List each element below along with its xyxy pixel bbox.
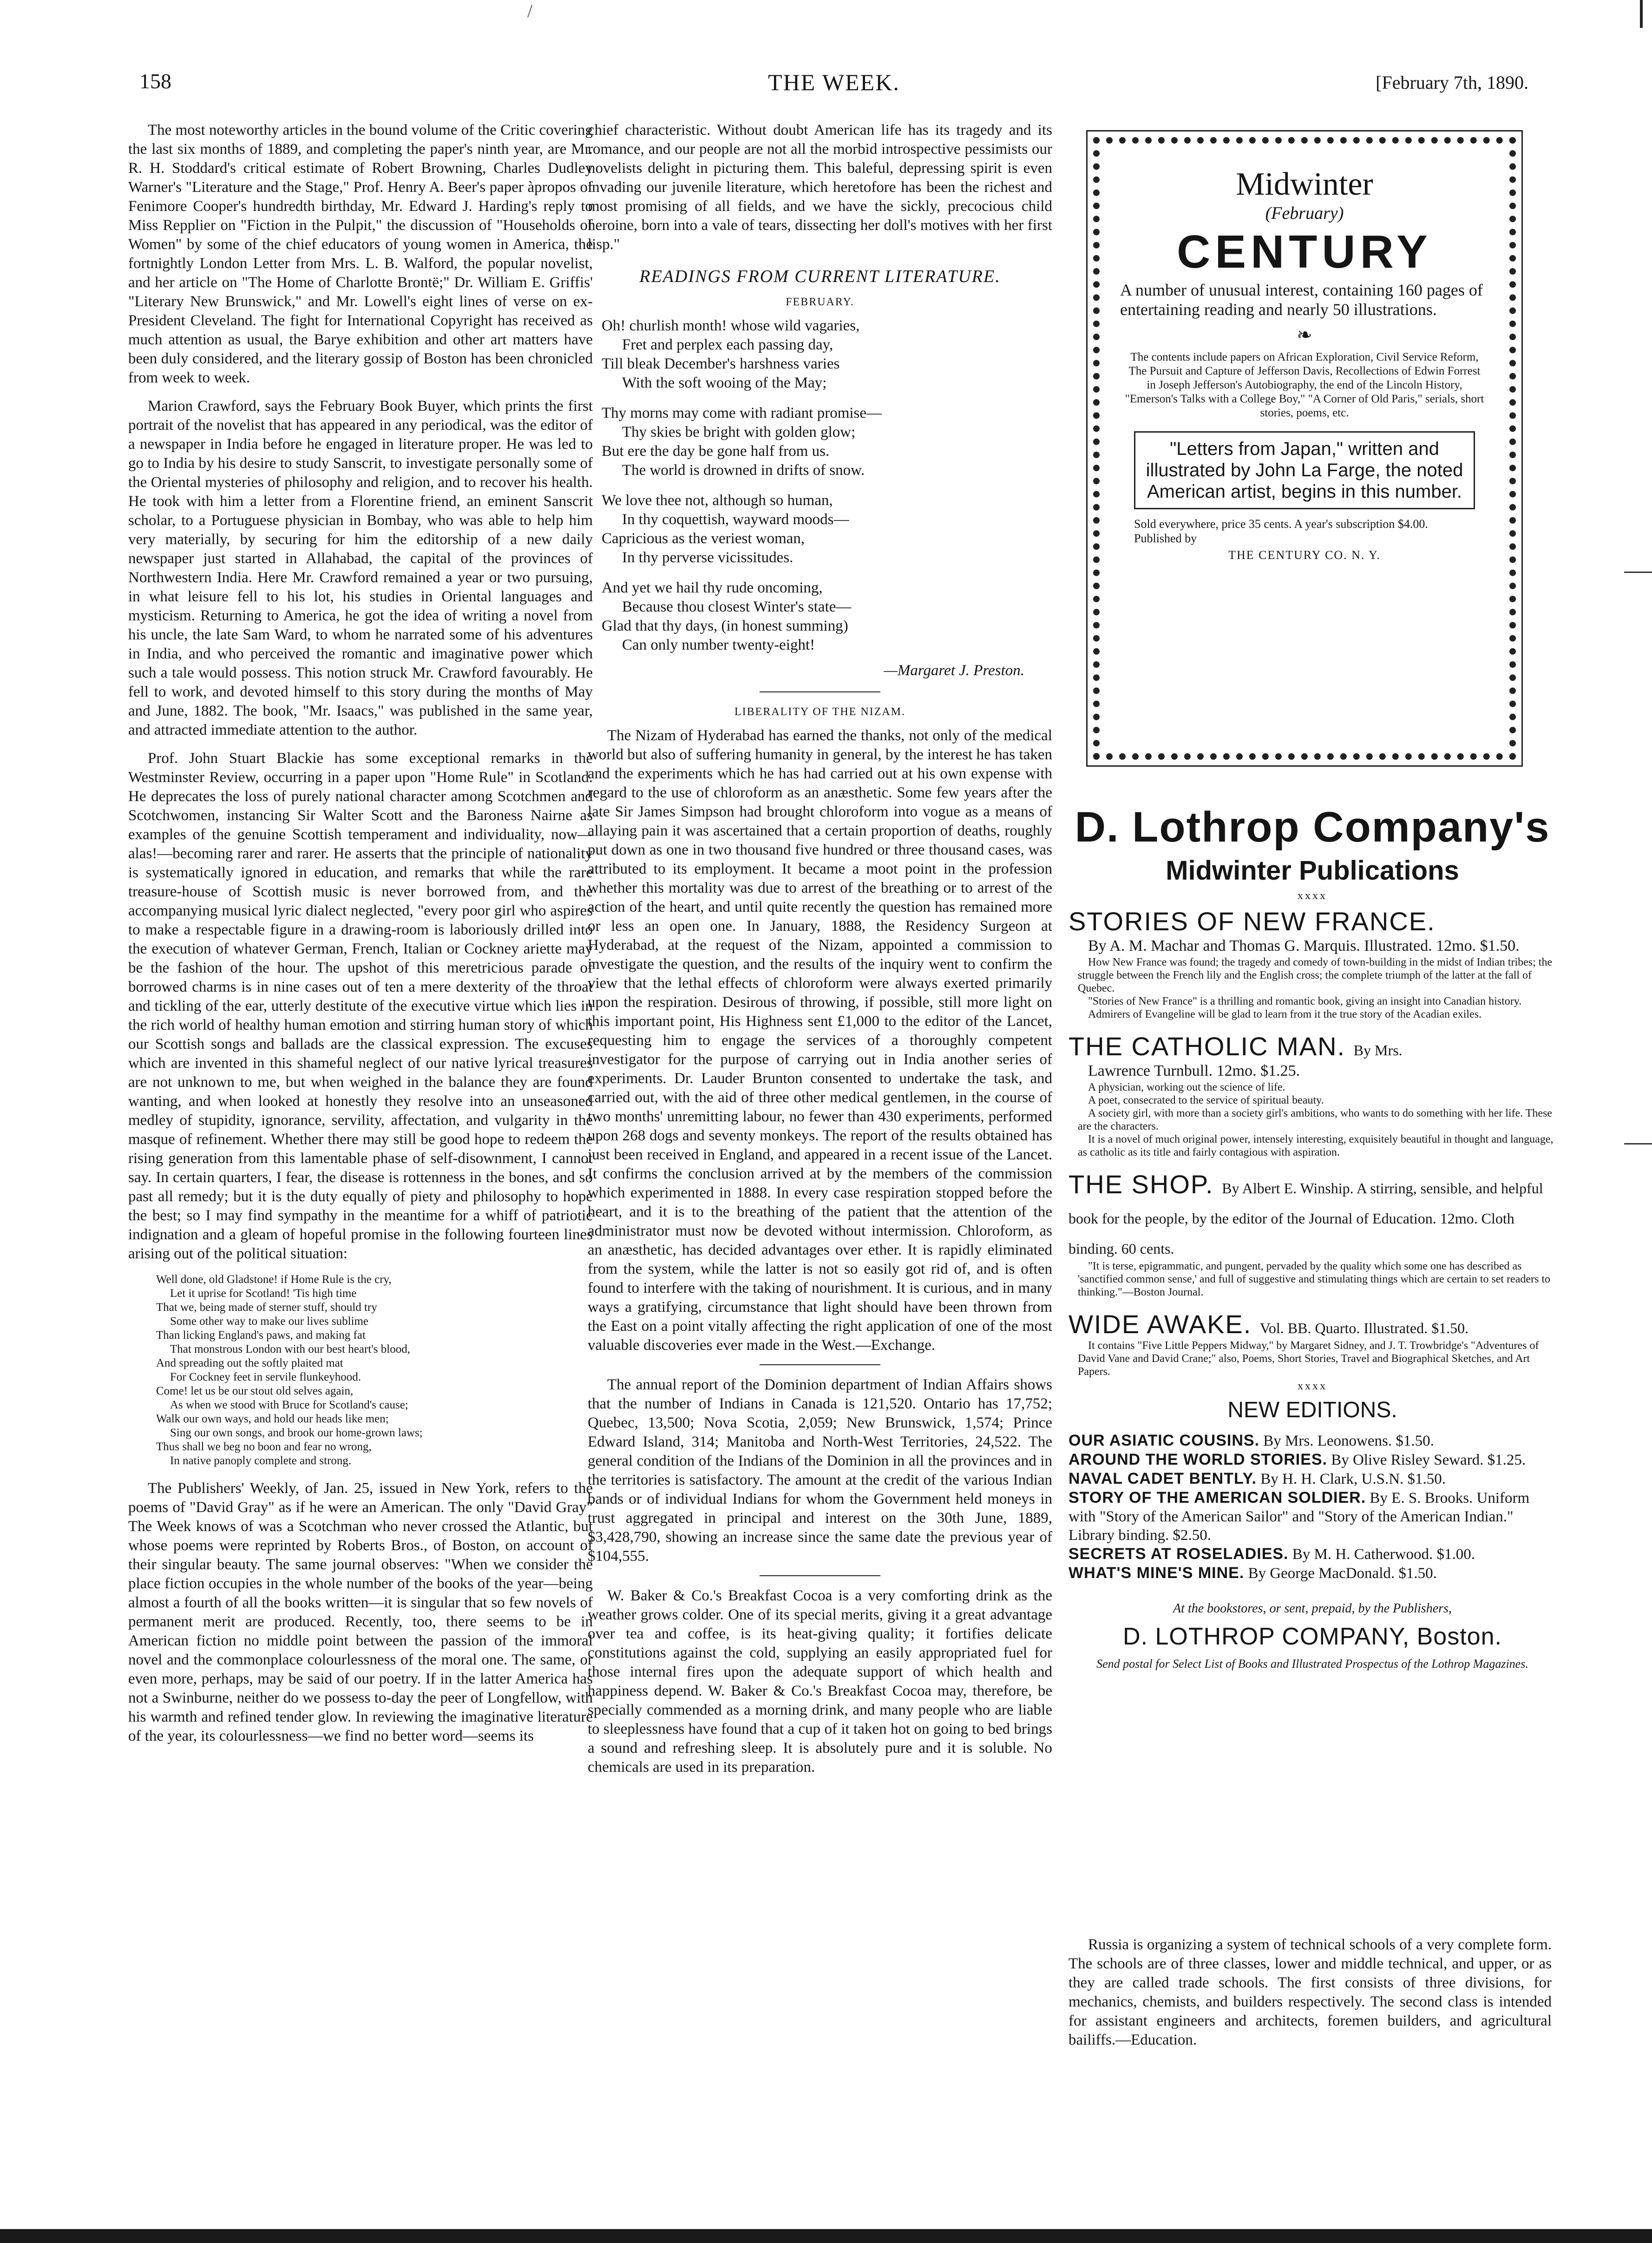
book-title-line xyxy=(1069,1169,1556,1260)
edition-detail: By Mrs. Leonowens. $1.50. xyxy=(1263,1433,1434,1449)
century-midwinter: Midwinter xyxy=(1236,166,1373,202)
book-notes xyxy=(1069,1260,1556,1299)
advertisement-cocoa: W. Baker & Co.'s Breakfast Cocoa is a very comforting drink as the weather grows colder. One of its special merits, giving it a great advantage over tea and coffee, is its heat-giving quality; it fortifies delicate constitutions against the cold, supplying an easily appropriated fuel for those internal fires upon the adequate support of which health and happiness depend. W. Baker & Co.'s Breakfast Cocoa may, therefore, be specially commended as a morning drink, and many people who are liable to sleeplessness have found that a cup of it taken hot on going to bed brings a sound and refreshing sleep. It is absolutely pure and it is soluble. No chemicals are used in its preparation. xyxy=(588,1587,1052,1776)
poem-line: Oh! churlish month! whose wild vagaries, xyxy=(602,317,860,334)
poem-line: And yet we hail thy rude oncoming, xyxy=(602,579,823,596)
edition-title: STORY OF THE AMERICAN SOLDIER. xyxy=(1069,1489,1366,1506)
poem-line: But ere the day be gone half from us. xyxy=(602,443,830,460)
book-notes xyxy=(1069,1339,1556,1378)
poem-line: With the soft wooing of the May; xyxy=(622,375,827,391)
issue-date: [February 7th, 1890. xyxy=(1376,72,1528,93)
poem-line: That monstrous London with our best heart's blood, xyxy=(170,1343,410,1355)
poem-line: In thy perverse vicissitudes. xyxy=(622,549,793,566)
divider xyxy=(760,1364,880,1365)
poem-line: Thy morns may come with radiant promise— xyxy=(602,405,882,421)
century-advertisement xyxy=(1086,130,1523,767)
footer-prospectus: Send postal for Select List of Books and Illustrated Prospectus of the Lothrop Magazines. xyxy=(1096,1657,1528,1671)
page-edge-mark xyxy=(1624,0,1643,28)
book-title: THE CATHOLIC MAN. xyxy=(1069,1032,1346,1061)
ornament-marks: xxxx xyxy=(1298,1380,1327,1392)
divider xyxy=(760,1575,880,1576)
poem-line: Because thou closest Winter's state— xyxy=(622,599,852,615)
century-contents: The contents include papers on African Exploration, Civil Service Reform, The Pursuit and Capture of Jefferson Davis, Recollections of Edwin Forrest in Joseph Jefferson's Autobiography, the end of the Lincoln History, "Emerson's Talks with a College Boy," "A Corner of Old Paris," serials, short stories, poems, etc. xyxy=(1125,351,1484,419)
column-left xyxy=(128,121,593,1755)
book-title-line xyxy=(1069,1309,1556,1339)
poem-stanza xyxy=(602,579,1052,655)
publication-title: THE WEEK. xyxy=(768,69,900,95)
poem-stanza xyxy=(602,316,1052,393)
article-russia: Russia is organizing a system of technical schools of a very complete form. The schools are of three classes, lower and middle technical, and upper, or as they are called trade schools. The first consists of three divisions, for mechanics, chemists, and builders respectively. The second class is intended for assistant engineers and architects, foremen builders, and agricultural bailiffs.—Education. xyxy=(1069,1936,1552,2048)
book-title: STORIES OF NEW FRANCE. xyxy=(1069,907,1436,936)
poem-february xyxy=(602,316,1052,655)
poem-line: Walk our own ways, and hold our heads like men; xyxy=(156,1413,389,1425)
poem-stanza xyxy=(602,404,1052,480)
lothrop-subtitle: Midwinter Publications xyxy=(1166,855,1459,886)
lothrop-footer xyxy=(1069,1601,1556,1671)
poem-line: The world is drowned in drifts of snow. xyxy=(622,462,865,479)
page-edge-mark xyxy=(1624,572,1652,573)
poem-line: Can only number twenty-eight! xyxy=(622,637,815,653)
poem-line: Thy skies be bright with golden glow; xyxy=(622,424,856,441)
edition-detail: By M. H. Catherwood. $1.00. xyxy=(1292,1546,1475,1563)
edition-title: SECRETS AT ROSELADIES. xyxy=(1069,1545,1289,1563)
poem-line: In thy coquettish, wayward moods— xyxy=(622,511,849,528)
poem-line: In native panoply complete and strong. xyxy=(170,1454,352,1467)
footer-publisher: D. LOTHROP COMPANY, Boston. xyxy=(1123,1623,1502,1650)
book-byline: By A. M. Machar and Thomas G. Marquis. Illustrated. 12mo. $1.50. xyxy=(1088,937,1520,954)
new-editions-heading: NEW EDITIONS. xyxy=(1227,1398,1397,1422)
book-note: Admirers of Evangeline will be glad to learn from it the true story of the Acadian exiles. xyxy=(1088,1008,1482,1020)
article-blackie: Prof. John Stuart Blackie has some exceptional remarks in the Westminster Review, occurring in a paper upon "Home Rule" in Scotland. He deprecates the loss of purely national character among Scotchmen and Scotchwomen, instancing Sir Walter Scott and the Baroness Nairne as examples of the genuine Scottish temperament and individuality, now—alas!—becoming rarer and rarer. He asserts that the principle of nationality is systematically ignored in education, and remarks that while the rare treasure-house of Scottish music is never borrowed from, and the accompanying musical lyric dialect neglected, "every poor girl who aspires to make a respectable figure in a drawing-room is laboriously drilled into the execution of whatever German, French, Italian or Cockney ariette may be the fashion of the hour. The upshot of this meretricious parade of borrowed charms is in nine cases out of ten a mere dexterity of the throat and tickling of the ear, utterly destitute of the executive virtue which lies in the rich world of healthy human emotion and stirring human story of which our Scottish songs and ballads are the classical expression. The excuses which are invented in this shameful neglect of our native lyrical treasures are not unknown to me, but when weighed in the balance they are found wanting, and when looked at honestly they resolve into an unseasoned medley of stupidity, ignorance, servility, affectation, and vulgarity in the masque of refinement. Whether there may still be good hope to redeem the rising generation from this lamentable phase of self-disownment, I cannot say. In certain quarters, I fear, the disease is rottenness in the bones, and so past all remedy; but it is the duty equally of piety and philosophy to hope the best; so I may find sympathy in the meantime for a whiff of patriotic indignation and a gleam of hopeful promise in the following fourteen lines arising out of the political situation: xyxy=(128,750,593,1262)
edition-item xyxy=(1069,1564,1556,1583)
poem-line: We love thee not, although so human, xyxy=(602,492,833,509)
article-indians: The annual report of the Dominion department of Indian Affairs shows that the number of Indians in Canada is 121,520. Ontario has 17,752; Quebec, 13,500; Nova Scotia, 2,059; New Brunswick, 1,574; Prince Edward Island, 314; Manitoba and North-West Territories, 24,522. The general condition of the Indians of the Dominion in all the provinces and in the territories is satisfactory. The amount at the credit of the various Indian bands or of individual Indians for whom the Government held moneys in trust aggregated in principal and interest on the 30th June, 1889, $3,428,790, showing an increase since the same date the previous year of $104,555. xyxy=(588,1376,1052,1565)
article-critic: The most noteworthy articles in the bound volume of the Critic covering the last six months of 1889, and completing the paper's ninth year, are Mr. R. H. Stoddard's critical estimate of Robert Browning, Charles Dudley Warner's "Literature and the Stage," Prof. Henry A. Beer's paper àpropos of Fenimore Cooper's hundredth birthday, Mr. Edward J. Harding's reply to Miss Repplier on "Fiction in the Pulpit," the discussion of "Households of Women" by some of the chief educators of young women in America, the fortnightly London Letter from Mrs. L. B. Walford, the popular novelist, and her article on "The Home of Charlotte Brontë;" Dr. William E. Griffis' "Literary New Brunswick," and Mr. Lowell's eight lines of verse on ex-President Cleveland. The fight for International Copyright has received as much attention as usual, the Barye exhibition and other art matters have been duly considered, and the literary gossip of Boston has been chronicled from week to week. xyxy=(128,122,593,386)
century-publisher: THE CENTURY CO. N. Y. xyxy=(1228,548,1381,562)
poem-line: Capricious as the veriest woman, xyxy=(602,530,805,547)
book-title-line xyxy=(1069,1031,1556,1061)
poem-line: Let it uprise for Scotland! 'Tis high time xyxy=(170,1287,357,1300)
edition-detail: By H. H. Clark, U.S.N. $1.50. xyxy=(1260,1471,1446,1487)
edition-item xyxy=(1069,1469,1556,1488)
footer-note: At the bookstores, or sent, prepaid, by the Publishers, xyxy=(1173,1601,1452,1616)
book-byline: Vol. BB. Quarto. Illustrated. $1.50. xyxy=(1259,1320,1469,1336)
edition-item xyxy=(1069,1431,1556,1450)
lothrop-title: D. Lothrop Company's xyxy=(1075,803,1550,851)
book-byline: Lawrence Turnbull. 12mo. $1.25. xyxy=(1088,1062,1300,1079)
poem-line: Thus shall we beg no boon and fear no wrong, xyxy=(156,1441,372,1453)
century-month: (February) xyxy=(1265,204,1344,223)
poem-line: As when we stood with Bruce for Scotland's cause; xyxy=(170,1399,408,1411)
poem-line: Till bleak December's harshness varies xyxy=(602,355,840,372)
book-note: A physician, working out the science of life. xyxy=(1088,1081,1285,1093)
poem-title: FEBRUARY. xyxy=(786,296,854,308)
book-byline: By Mrs. xyxy=(1353,1042,1403,1059)
poem-line: For Cockney feet in servile flunkeyhood. xyxy=(170,1371,361,1383)
article-publishers-weekly: The Publishers' Weekly, of Jan. 25, issued in New York, refers to the poems of "David Gray" as if he were an American. The only "David Gray" The Week knows of was a Scotchman who never crossed the Atlantic, but whose poems were reprinted by Roberts Bros., of Boston, on account of their singular beauty. The same journal observes: "When we consider the place fiction occupies in the whole number of the books of the year—being almost a fourth of all the books written—it is singular that so few novels of permanent merit are produced. Recently, too, there seems to be in American fiction no middle point between the passion of the immoral novel and the commonplace colourlessness of the moral one. The same, or even more, perhaps, may be said of our poetry. If in the latter America has not a Swinburne, neither do we possess to-day the peer of Longfellow, with his warmth and refined tender glow. In reviewing the imaginative literature of the year, its colourlessness—we find no better word—seems its xyxy=(128,1480,593,1744)
sonnet xyxy=(156,1273,593,1468)
article-nizam: The Nizam of Hyderabad has earned the thanks, not only of the medical world but also of suffering humanity in general, by the interest he has taken and the experiments which he has had carried out at his own expense with regard to the use of chloroform as an anæsthetic. Some few years after the late Sir James Simpson had brought chloroform into vogue as a means of allaying pain it was ascertained that a certain proportion of deaths, roughly put down as one in two thousand five hundred or three thousand cases, was attributed to its employment. It became a moot point in the profession whether this mortality was due to arrest of the breathing or to arrest of the action of the heart, and until quite recently the question has remained more or less an open one. In January, 1888, the Residency Surgeon at Hyderabad, at the request of the Nizam, appointed a commission to investigate the question, and the results of the inquiry went to confirm the view that the lethal effects of chloroform were always exerted primarily upon the respiration. Desirous of throwing, if possible, still more light on this important point, His Highness sent £1,000 to the editor of the Lancet, requesting him to engage the services of a thoroughly competent investigator for the purpose of carrying out in India another series of experiments. Dr. Lauder Brunton consented to undertake the task, and carried out, with the aid of three other medical gentlemen, in the course of two months' unremitting labour, no fewer than 430 experiments, performed upon 268 dogs and seventy monkeys. The report of the results obtained has just been received in England, and appeared in a recent issue of the Lancet. It confirms the conclusion arrived at by the members of the commission which experimented in 1888. In every case respiration stopped before the heart, and it is to the breathing of the patient that the attention of the administrator must now be devoted without intermission. Chloroform, as an anæsthetic, has decided advantages over ether. It is rapidly eliminated from the system, while the latter is not so easily got rid of, and is often found to interfere with the taking of nourishment. It is curious, and in many ways a gratifying, circumstance that light should have been thrown from the East on a point vitally affecting the right application of one of the most valuable discoveries ever made in the West.—Exchange. xyxy=(588,727,1052,1354)
book-note: A society girl, with more than a society girl's ambitions, who wants to do something with her life. These are the characters. xyxy=(1078,1107,1553,1132)
page-number: 158 xyxy=(139,69,171,93)
page-bottom-edge xyxy=(0,2229,1652,2243)
book-note: A poet, consecrated to the service of spiritual beauty. xyxy=(1088,1094,1324,1106)
divider xyxy=(760,691,880,692)
poem-line: Than licking England's paws, and making fat xyxy=(156,1329,366,1342)
edition-title: OUR ASIATIC COUSINS. xyxy=(1069,1432,1260,1449)
book-note: "Stories of New France" is a thrilling and romantic book, giving an insight into Canadian history. xyxy=(1088,995,1522,1007)
century-ornamental-border xyxy=(1093,137,1516,760)
poem-line: Some other way to make our lives sublime xyxy=(170,1315,369,1328)
edition-title: NAVAL CADET BENTLY. xyxy=(1069,1470,1257,1487)
article-continued: chief characteristic. Without doubt American life has its tragedy and its romance, and our people are not all the morbid introspective pessimists our novelists delight in picturing them. This baleful, depressing spirit is even invading our juvenile literature, which heretofore has been the richest and most promising of all fields, and we have the sickly, precocious child heroine, born into a vale of tears, dissecting her doll's motives with her first lisp." xyxy=(588,122,1052,253)
edition-item xyxy=(1069,1450,1556,1469)
poem-line: And spreading out the softly plaited mat xyxy=(156,1357,343,1369)
edition-title: AROUND THE WORLD STORIES. xyxy=(1069,1451,1328,1468)
century-feature-box: "Letters from Japan," written and illustrated by John La Farge, the noted American artist, begins in this number. xyxy=(1134,431,1475,509)
poem-attribution: —Margaret J. Preston. xyxy=(884,662,1024,679)
margin-mark: / xyxy=(527,0,533,21)
book-note: "It is terse, epigrammatic, and pungent, pervaded by the quality which some one has described as 'sanctified common sense,' and full of suggestive and stimulating things which are certain to set readers to thinking."—Boston Journal. xyxy=(1078,1260,1551,1298)
ornament-marks: xxxx xyxy=(1298,890,1327,902)
poem-line: Fret and perplex each passing day, xyxy=(622,336,833,353)
book-title: THE SHOP. xyxy=(1069,1170,1214,1199)
book-notes xyxy=(1069,956,1556,1021)
book-listing xyxy=(1069,1031,1556,1159)
poem-line: Sing our own songs, and brook our home-grown laws; xyxy=(170,1427,423,1439)
poem-line: Come! let us be our stout old selves again, xyxy=(156,1385,354,1397)
century-description: A number of unusual interest, containing 160 pages of entertaining reading and nearly 50 illustrations. xyxy=(1120,281,1483,319)
poem-line: That we, being made of sterner stuff, should try xyxy=(156,1301,377,1314)
edition-item xyxy=(1069,1545,1556,1564)
section-heading: READINGS FROM CURRENT LITERATURE. xyxy=(639,267,1001,286)
book-note: It is a novel of much original power, intensely interesting, exquisitely beautiful in thought and language, as catholic as its title and fairly contagious with aspiration. xyxy=(1078,1133,1554,1158)
edition-item xyxy=(1069,1488,1556,1545)
poem-line: Glad that thy days, (in honest summing) xyxy=(602,618,848,634)
edition-detail: By E. S. Brooks. Uniform with "Story of the American Sailor" and "Story of the American Indian." Library binding. $2.50. xyxy=(1069,1490,1530,1544)
poem-stanza xyxy=(602,491,1052,567)
column-middle xyxy=(588,121,1052,1786)
book-title: WIDE AWAKE. xyxy=(1069,1309,1252,1339)
article-crawford: Marion Crawford, says the February Book Buyer, which prints the first portrait of the novelist that has appeared in any periodical, was the editor of a newspaper in India before he engaged in literature proper. He was led to go to India by his desire to study Sanscrit, to investigate personally some of the Oriental mysteries of philosophy and religion, and to recover his health. He took with him a letter from a Florentine friend, an eminent Sanscrit scholar, to a Portuguese physician in Bombay, who was able to help him very materially, by securing for him the editorship of a new daily newspaper just started in Allahabad, the capital of the provinces of Northwestern India. Here Mr. Crawford remained a year or two pursuing, in what leisure fell to his lot, his studies in Oriental languages and mysticism. Returning to America, he got the idea of writing a novel from his uncle, the late Sam Ward, to whom he narrated some of his adventures in India, and who perceived the romantic and imaginative power which such a tale would possess. This notion struck Mr. Crawford favourably. He fell to work, and devoted himself to this story during the months of May and June, 1882. The book, "Mr. Isaacs," was published in the same year, and attracted immediate attention to the author. xyxy=(128,398,593,738)
book-listing xyxy=(1069,906,1556,1021)
book-byline: By Albert E. Winship. A stirring, sensible, and helpful book for the people, by the editor of the Journal of Education. 12mo. Cloth binding. 60 cents. xyxy=(1069,1180,1543,1257)
century-title: CENTURY xyxy=(1177,226,1432,278)
article-heading: LIBERALITY OF THE NIZAM. xyxy=(734,706,905,718)
edition-detail: By George MacDonald. $1.50. xyxy=(1248,1565,1437,1582)
book-listing xyxy=(1069,1169,1556,1299)
book-note: How New France was found; the tragedy and comedy of town-building in the midst of Indian tribes; the struggle between the French lily and the English cross; the complete triumph of the latter at the fall of Quebec. xyxy=(1078,956,1553,994)
page-header xyxy=(139,69,1528,111)
book-note: It contains "Five Little Peppers Midway," by Margaret Sidney, and J. T. Trowbridge's "Adventures of David Vane and David Crane;" also, Poems, Short Stories, Travel and Biographical Sketches, and Art Papers. xyxy=(1078,1340,1539,1378)
page-edge-mark xyxy=(1624,1143,1652,1145)
edition-detail: By Olive Risley Seward. $1.25. xyxy=(1331,1452,1526,1468)
edition-title: WHAT'S MINE'S MINE. xyxy=(1069,1564,1245,1582)
poem-line: Well done, old Gladstone! if Home Rule is the cry, xyxy=(156,1273,392,1286)
book-listing xyxy=(1069,1309,1556,1378)
ornament-icon: ❧ xyxy=(1297,324,1312,345)
lothrop-advertisement xyxy=(1069,804,1556,1671)
century-price: Sold everywhere, price 35 cents. A year's subscription $4.00. Published by xyxy=(1134,517,1428,545)
book-notes xyxy=(1069,1081,1556,1159)
